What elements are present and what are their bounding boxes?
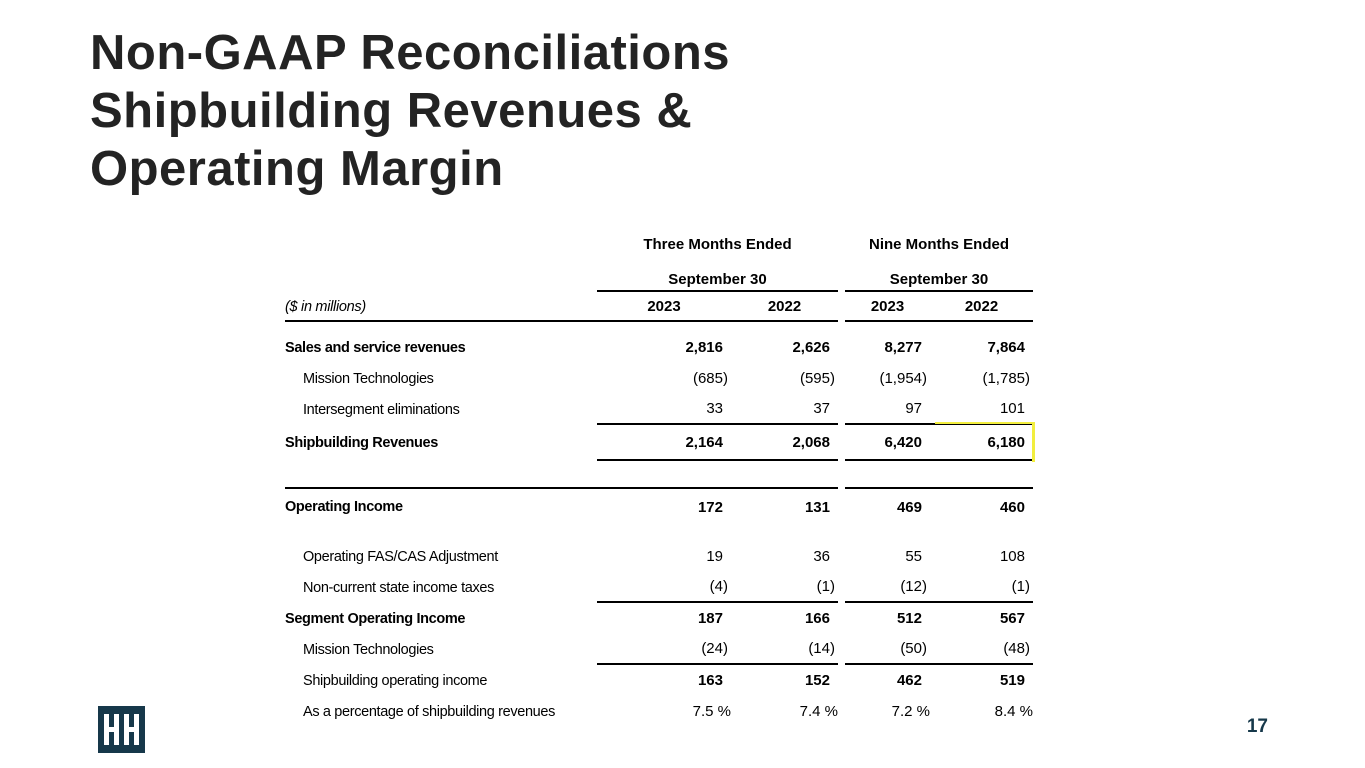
group-header-nine-months: Nine Months Ended <box>869 235 1009 253</box>
group-gap <box>838 292 845 322</box>
group-gap <box>838 394 845 425</box>
row-value: 462 <box>896 672 922 689</box>
row-value: 108 <box>999 548 1025 565</box>
row-value: (595) <box>799 370 835 387</box>
row-label: As a percentage of shipbuilding revenues <box>303 703 556 720</box>
subtitle-september-30-three-months: September 30 <box>597 268 838 292</box>
table-row <box>285 603 1033 634</box>
group-gap <box>838 572 845 603</box>
row-value: 519 <box>999 672 1025 689</box>
row-value: 131 <box>731 487 838 525</box>
row-value: 55 <box>905 548 922 565</box>
title-line-2: Shipbuilding Revenues & <box>90 84 693 138</box>
table-group-subtitles <box>285 268 1033 292</box>
row-value: (48) <box>930 634 1033 665</box>
row-value: 2,816 <box>685 339 723 356</box>
row-value: 172 <box>597 487 731 525</box>
row-value: 37 <box>731 394 838 425</box>
row-value: 469 <box>845 487 930 525</box>
row-value: (1) <box>930 572 1033 603</box>
group-gap <box>838 332 845 363</box>
row-value: 8.4 % <box>994 703 1033 720</box>
group-gap <box>838 232 845 256</box>
row-value: 7,864 <box>987 339 1025 356</box>
row-value: (1,785) <box>982 370 1030 387</box>
row-value: 2,626 <box>792 339 830 356</box>
row-value: (24) <box>597 634 731 665</box>
row-label: Segment Operating Income <box>285 610 466 627</box>
group-gap <box>838 268 845 292</box>
group-gap <box>838 425 845 461</box>
row-value: 97 <box>845 394 930 425</box>
subtitle-september-30-nine-months: September 30 <box>845 268 1033 292</box>
row-value: 166 <box>804 610 830 627</box>
group-gap <box>838 665 845 696</box>
row-value: 7.2 % <box>891 703 930 720</box>
table-row <box>285 363 1033 394</box>
hii-logo <box>98 706 145 753</box>
table-row <box>285 425 1033 461</box>
row-value-highlighted: 6,180 <box>930 425 1033 461</box>
row-value: 512 <box>896 610 922 627</box>
group-header-three-months: Three Months Ended <box>643 235 792 253</box>
row-value: 36 <box>813 548 830 565</box>
row-value: 163 <box>697 672 723 689</box>
row-value: (14) <box>731 634 838 665</box>
row-value: (1) <box>731 572 838 603</box>
spacer-cell <box>285 268 597 292</box>
table-row <box>285 541 1033 572</box>
table-row <box>285 634 1033 665</box>
row-label: Non-current state income taxes <box>303 579 494 596</box>
table-row <box>285 332 1033 363</box>
row-value: 8,277 <box>884 339 922 356</box>
row-value: 2,164 <box>597 425 731 461</box>
table-rows <box>285 332 1033 727</box>
page-number: 17 <box>1246 716 1268 737</box>
row-label: Shipbuilding operating income <box>303 672 488 689</box>
row-label: Mission Technologies <box>303 641 434 658</box>
row-value: (4) <box>597 572 731 603</box>
group-gap <box>838 541 845 572</box>
row-label: Operating FAS/CAS Adjustment <box>303 548 498 565</box>
table-row <box>285 394 1033 425</box>
financial-table <box>285 232 1033 727</box>
row-value: 7.5 % <box>692 703 731 720</box>
table-column-headers <box>285 292 1033 322</box>
row-label: Shipbuilding Revenues <box>285 435 438 451</box>
row-value: 567 <box>999 610 1025 627</box>
row-value: 152 <box>804 672 830 689</box>
spacer-cell <box>285 232 597 256</box>
row-value: 2,068 <box>731 425 838 461</box>
group-gap <box>838 487 845 525</box>
year-column-header-3m-2022: 2022 <box>731 292 838 322</box>
row-value: 6,420 <box>845 425 930 461</box>
group-gap <box>838 603 845 634</box>
row-value: 33 <box>597 394 731 425</box>
year-column-header-3m-2023: 2023 <box>597 292 731 322</box>
year-column-header-9m-2022: 2022 <box>930 292 1033 322</box>
row-value: (685) <box>692 370 728 387</box>
row-label: Mission Technologies <box>303 370 434 387</box>
year-column-header-9m-2023: 2023 <box>845 292 930 322</box>
row-label: Operating Income <box>285 487 597 525</box>
table-row <box>285 572 1033 603</box>
row-value: 460 <box>930 487 1033 525</box>
row-label: Intersegment eliminations <box>303 401 460 418</box>
group-gap <box>838 634 845 665</box>
row-value: (1,954) <box>879 370 927 387</box>
title-line-3: Operating Margin <box>90 142 504 196</box>
page-title <box>90 24 730 198</box>
row-value: (12) <box>845 572 930 603</box>
table-group-titles <box>285 232 1033 256</box>
group-gap <box>838 696 845 727</box>
row-label: Sales and service revenues <box>285 339 466 356</box>
row-value: 187 <box>697 610 723 627</box>
title-line-1: Non-GAAP Reconciliations <box>90 26 731 80</box>
row-value: 101 <box>930 394 1033 425</box>
table-row <box>285 665 1033 696</box>
row-value: (50) <box>845 634 930 665</box>
row-value: 7.4 % <box>799 703 838 720</box>
units-note: ($ in millions) <box>285 292 597 322</box>
table-row <box>285 487 1033 525</box>
table-row <box>285 696 1033 727</box>
row-value: 19 <box>706 548 723 565</box>
group-gap <box>838 363 845 394</box>
